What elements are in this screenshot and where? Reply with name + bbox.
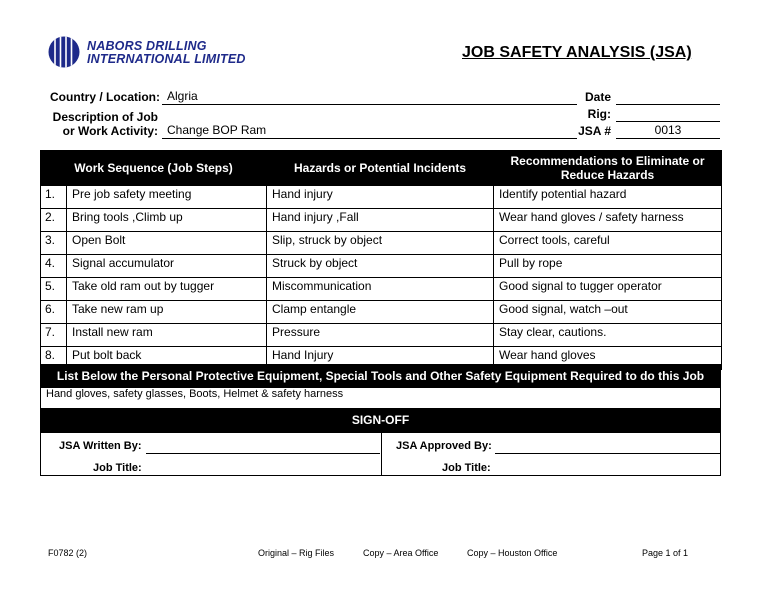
description-label xyxy=(50,110,158,138)
table-row xyxy=(41,186,722,209)
jsa-number-label: JSA # xyxy=(578,124,611,138)
row-number: 8. xyxy=(41,347,67,370)
description-label-line1: Description of Job xyxy=(52,110,158,124)
hazard-cell[interactable]: Hand Injury xyxy=(267,347,494,370)
header-hazards: Hazards or Potential Incidents xyxy=(267,151,494,186)
row-number: 1. xyxy=(41,186,67,209)
approved-by-label: JSA Approved By: xyxy=(396,440,492,452)
table-header-row xyxy=(41,151,722,186)
company-name xyxy=(87,40,246,66)
written-by-field[interactable] xyxy=(146,439,380,454)
rig-label: Rig: xyxy=(587,107,611,121)
written-by-label: JSA Written By: xyxy=(59,440,142,452)
description-label-line2: or Work Activity: xyxy=(62,124,158,138)
date-field[interactable] xyxy=(616,89,720,105)
row-number: 7. xyxy=(41,324,67,347)
country-label: Country / Location: xyxy=(50,90,160,104)
work-step-cell[interactable]: Take new ram up xyxy=(67,301,267,324)
jsa-table xyxy=(40,150,722,370)
jsa-number-field[interactable]: 0013 xyxy=(616,123,720,139)
recommendation-cell[interactable]: Wear hand gloves / safety harness xyxy=(494,209,722,232)
hazard-cell[interactable]: Pressure xyxy=(267,324,494,347)
table-row xyxy=(41,278,722,301)
approved-by-field[interactable] xyxy=(495,439,721,454)
page-title: JOB SAFETY ANALYSIS (JSA) xyxy=(462,44,692,61)
hazard-cell[interactable]: Slip, struck by object xyxy=(267,232,494,255)
row-number: 6. xyxy=(41,301,67,324)
ppe-field[interactable] xyxy=(40,388,721,408)
company-name-line1: NABORS DRILLING xyxy=(87,39,207,53)
table-row xyxy=(41,301,722,324)
signoff-heading: SIGN-OFF xyxy=(40,408,721,433)
company-logo xyxy=(48,36,80,68)
footer-copy-area: Copy – Area Office xyxy=(363,548,439,558)
hazard-cell[interactable]: Clamp entangle xyxy=(267,301,494,324)
recommendation-cell[interactable]: Pull by rope xyxy=(494,255,722,278)
footer-original: Original – Rig Files xyxy=(258,548,335,558)
hazard-cell[interactable]: Hand injury xyxy=(267,186,494,209)
recommendation-cell[interactable]: Good signal, watch –out xyxy=(494,301,722,324)
country-field[interactable]: Algria xyxy=(162,89,577,105)
approved-job-title-field[interactable] xyxy=(495,460,721,474)
work-step-cell[interactable]: Install new ram xyxy=(67,324,267,347)
header-work-sequence: Work Sequence (Job Steps) xyxy=(41,151,267,186)
table-row xyxy=(41,255,722,278)
recommendation-cell[interactable]: Identify potential hazard xyxy=(494,186,722,209)
work-step-cell[interactable]: Open Bolt xyxy=(67,232,267,255)
recommendation-cell[interactable]: Good signal to tugger operator xyxy=(494,278,722,301)
work-step-cell[interactable]: Take old ram out by tugger xyxy=(67,278,267,301)
approved-job-title-label: Job Title: xyxy=(442,462,491,474)
hazard-cell[interactable]: Miscommunication xyxy=(267,278,494,301)
row-number: 3. xyxy=(41,232,67,255)
written-job-title-label: Job Title: xyxy=(93,462,142,474)
signoff-box xyxy=(40,433,721,476)
work-step-cell[interactable]: Signal accumulator xyxy=(67,255,267,278)
ppe-value: Hand gloves, safety glasses, Boots, Helmet & safety harness xyxy=(46,388,344,400)
rig-field[interactable] xyxy=(616,106,720,122)
work-step-cell[interactable]: Bring tools ,Climb up xyxy=(67,209,267,232)
work-step-cell[interactable]: Put bolt back xyxy=(67,347,267,370)
company-name-line2: INTERNATIONAL LIMITED xyxy=(87,52,246,66)
hazard-cell[interactable]: Struck by object xyxy=(267,255,494,278)
table-row xyxy=(41,232,722,255)
logo-globe-icon xyxy=(48,36,80,68)
date-label: Date xyxy=(584,90,611,104)
row-number: 5. xyxy=(41,278,67,301)
footer-form-number: F0782 (2) xyxy=(48,548,88,558)
table-row xyxy=(41,209,722,232)
table-row xyxy=(41,324,722,347)
recommendation-cell[interactable]: Wear hand gloves xyxy=(494,347,722,370)
signoff-divider xyxy=(381,433,382,475)
hazard-cell[interactable]: Hand injury ,Fall xyxy=(267,209,494,232)
ppe-heading: List Below the Personal Protective Equipment, Special Tools and Other Safety Equipment Required to do this Job xyxy=(40,364,721,388)
header-recommendations: Recommendations to Eliminate or Reduce Hazards xyxy=(494,151,722,186)
recommendation-cell[interactable]: Correct tools, careful xyxy=(494,232,722,255)
recommendation-cell[interactable]: Stay clear, cautions. xyxy=(494,324,722,347)
footer-copy-houston: Copy – Houston Office xyxy=(467,548,558,558)
work-step-cell[interactable]: Pre job safety meeting xyxy=(67,186,267,209)
footer-page: Page 1 of 1 xyxy=(642,548,689,558)
description-field[interactable]: Change BOP Ram xyxy=(162,123,577,139)
row-number: 2. xyxy=(41,209,67,232)
row-number: 4. xyxy=(41,255,67,278)
written-job-title-field[interactable] xyxy=(146,460,380,474)
